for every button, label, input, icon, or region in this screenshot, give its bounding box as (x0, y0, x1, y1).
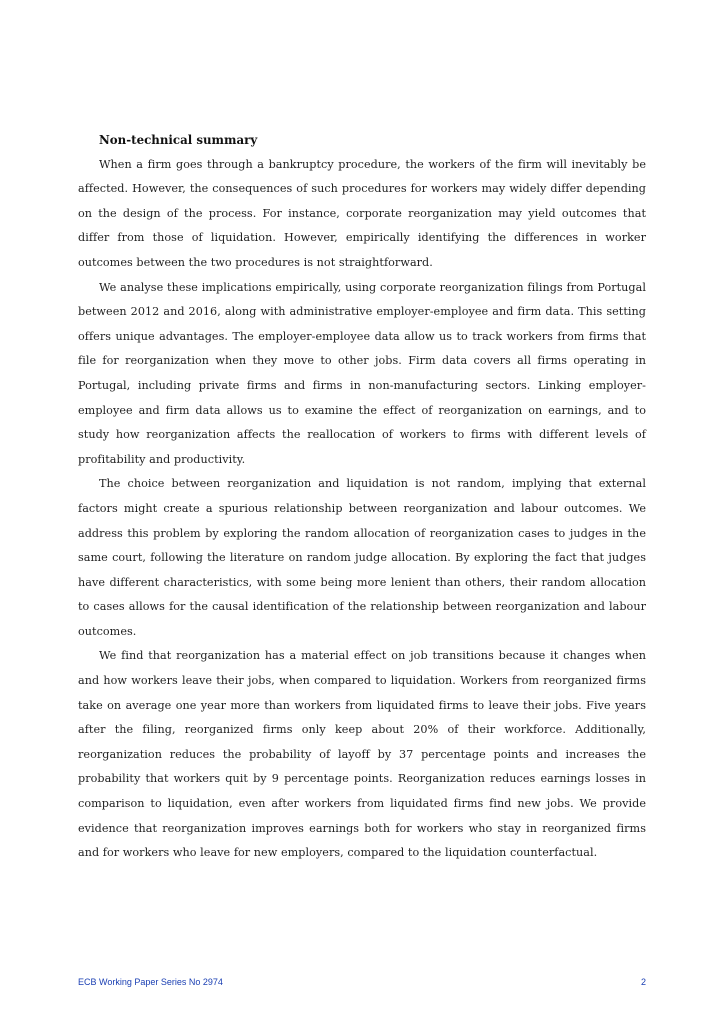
page-number: 2 (640, 977, 646, 987)
series-label: ECB Working Paper Series No 2974 (78, 977, 223, 987)
page-footer (78, 977, 646, 993)
summary-section (78, 128, 646, 866)
summary-paragraph-2: We analyse these implications empirically, using corporate reorganization filings from Portugal between 2012 and 2016, along with administrative employer-employee and firm data. This setting offers unique advantages. The employer-employee data allow us to track workers from firms that file for reorganization when they move to other jobs. Firm data covers all firms operating in Portugal, including private firms and firms in non-manufacturing sectors. Linking employer-employee and firm data allows us to examine the effect of reorganization on earnings, and to study how reorganization affects the reallocation of workers to firms with different levels of profitability and productivity. (78, 280, 646, 466)
summary-paragraph-4: We find that reorganization has a material effect on job transitions because it changes when and how workers leave their jobs, when compared to liquidation. Workers from reorganized firms take on average one year more than workers from liquidated firms to leave their jobs. Five years after the filing, reorganized firms only keep about 20% of their workforce. Additionally, reorganization reduces the probability of layoff by 37 percentage points and increases the probability that workers quit by 9 percentage points. Reorganization reduces earnings losses in comparison to liquidation, even after workers from liquidated firms find new jobs. We provide evidence that reorganization improves earnings both for workers who stay in reorganized firms and for workers who leave for new employers, compared to the liquidation counterfactual. (78, 649, 646, 860)
summary-paragraph-3: The choice between reorganization and liquidation is not random, implying that external factors might create a spurious relationship between reorganization and labour outcomes. We address this problem by exploring the random allocation of reorganization cases to judges in the same court, following the literature on random judge allocation. By exploring the fact that judges have different characteristics, with some being more lenient than others, their random allocation to cases allows for the causal identification of the relationship between reorganization and labour outcomes. (78, 477, 646, 638)
summary-paragraph-1: When a firm goes through a bankruptcy procedure, the workers of the firm will inevitably be affected. However, the consequences of such procedures for workers may widely differ depending on the design of the process. For instance, corporate reorganization may yield outcomes that differ from those of liquidation. However, empirically identifying the differences in worker outcomes between the two procedures is not straightforward. (78, 157, 646, 269)
section-heading: Non-technical summary (99, 133, 258, 147)
